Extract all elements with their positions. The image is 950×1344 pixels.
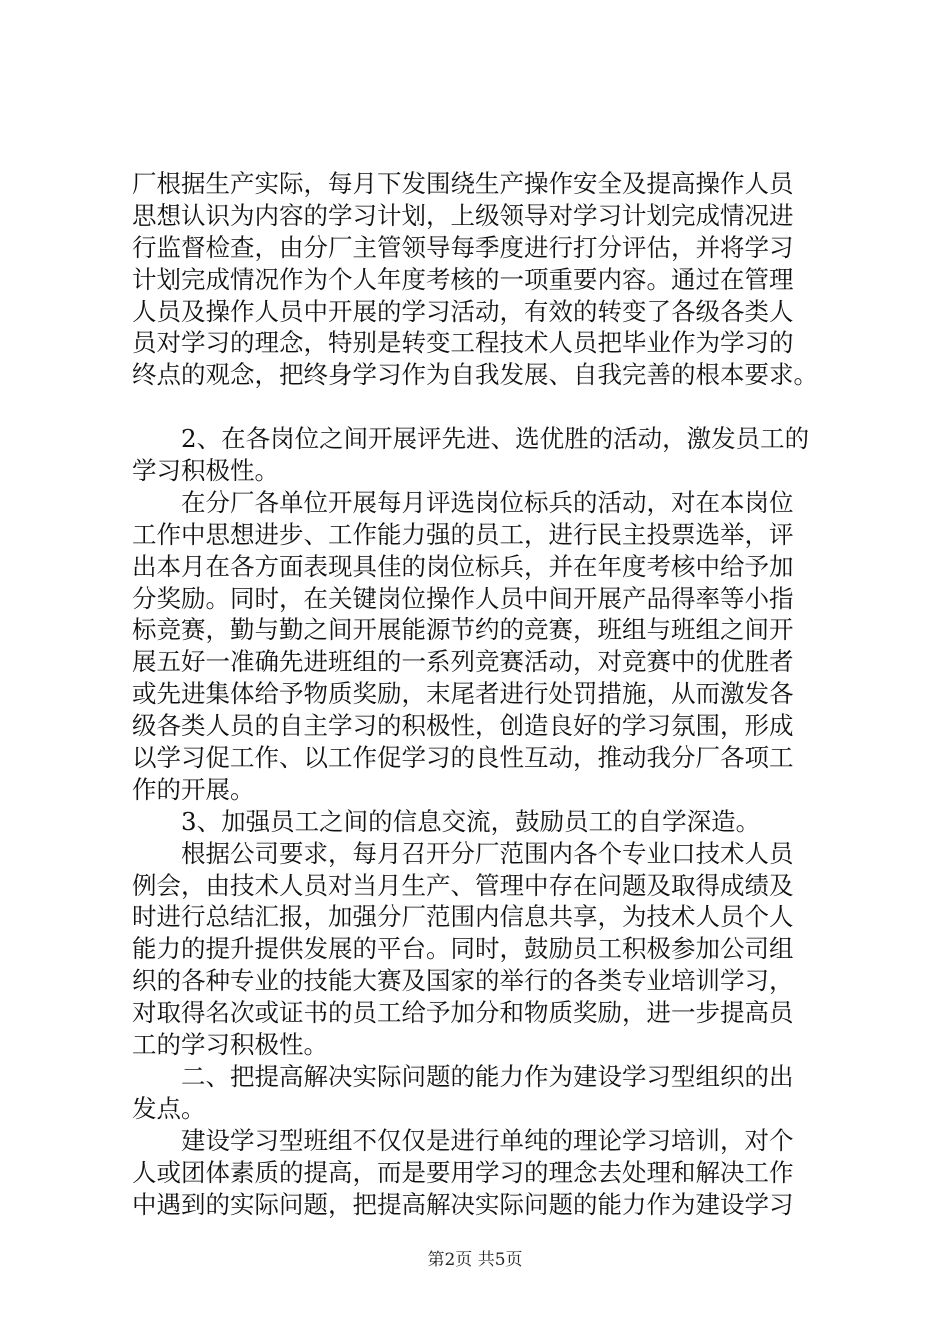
text-line: 人或团体素质的提高，而是要用学习的理念去处理和解决工作 bbox=[132, 1157, 794, 1187]
text-line: 或先进集体给予物质奖励，末尾者进行处罚措施，从而激发各 bbox=[132, 679, 794, 709]
text-line: 对取得名次或证书的员工给予加分和物质奖励，进一步提高员 bbox=[132, 998, 794, 1028]
text-line: 计划完成情况作为个人年度考核的一项重要内容。通过在管理 bbox=[132, 264, 794, 294]
text-line: 终点的观念，把终身学习作为自我发展、自我完善的根本要求。 bbox=[132, 360, 818, 390]
text-line: 发点。 bbox=[132, 1093, 206, 1123]
text-line: 厂根据生产实际，每月下发围绕生产操作安全及提高操作人员 bbox=[132, 169, 794, 198]
text-line: 展五好一准确先进班组的一系列竞赛活动，对竞赛中的优胜者 bbox=[132, 647, 794, 677]
text-line: 2、在各岗位之间开展评先进、选优胜的活动，激发员工的 bbox=[132, 424, 810, 454]
paragraph-gap bbox=[132, 391, 832, 423]
text-line: 织的各种专业的技能大赛及国家的举行的各类专业培训学习， bbox=[132, 966, 794, 996]
text-line: 能力的提升提供发展的平台。同时，鼓励员工积极参加公司组 bbox=[132, 934, 794, 964]
text-line: 以学习促工作、以工作促学习的良性互动，推动我分厂各项工 bbox=[132, 743, 794, 773]
text-line: 建设学习型班组不仅仅是进行单纯的理论学习培训，对个 bbox=[132, 1125, 794, 1155]
text-line: 例会，由技术人员对当月生产、管理中存在问题及取得成绩及 bbox=[132, 870, 794, 900]
text-line: 人员及操作人员中开展的学习活动，有效的转变了各级各类人 bbox=[132, 296, 794, 326]
text-line: 行监督检查，由分厂主管领导每季度进行打分评估，并将学习 bbox=[132, 232, 794, 262]
text-line: 学习积极性。 bbox=[132, 456, 279, 486]
text-line: 出本月在各方面表现具佳的岗位标兵，并在年度考核中给予加 bbox=[132, 551, 794, 581]
text-line: 二、把提高解决实际问题的能力作为建设学习型组织的出 bbox=[132, 1061, 794, 1091]
text-line: 工作中思想进步、工作能力强的员工，进行民主投票选举，评 bbox=[132, 519, 794, 549]
text-line: 根据公司要求，每月召开分厂范围内各个专业口技术人员 bbox=[132, 838, 794, 868]
text-line: 在分厂各单位开展每月评选岗位标兵的活动，对在本岗位 bbox=[132, 487, 794, 517]
page-number-footer: 第2页 共5页 bbox=[427, 1250, 523, 1270]
text-line: 3、加强员工之间的信息交流，鼓励员工的自学深造。 bbox=[132, 806, 761, 836]
text-line: 级各类人员的自主学习的积极性，创造良好的学习氛围，形成 bbox=[132, 711, 794, 741]
text-line: 中遇到的实际问题，把提高解决实际问题的能力作为建设学习 bbox=[132, 1189, 794, 1219]
text-line: 时进行总结汇报，加强分厂范围内信息共享，为技术人员个人 bbox=[132, 902, 794, 932]
text-line: 员对学习的理念，特别是转变工程技术人员把毕业作为学习的 bbox=[132, 328, 794, 358]
text-line: 标竞赛，勤与勤之间开展能源节约的竞赛，班组与班组之间开 bbox=[132, 615, 794, 645]
document-body bbox=[132, 168, 832, 1220]
text-line: 作的开展。 bbox=[132, 774, 255, 804]
text-line: 思想认识为内容的学习计划，上级领导对学习计划完成情况进 bbox=[132, 200, 794, 230]
text-line: 工的学习积极性。 bbox=[132, 1030, 328, 1060]
text-line: 分奖励。同时，在关键岗位操作人员中间开展产品得率等小指 bbox=[132, 583, 794, 613]
